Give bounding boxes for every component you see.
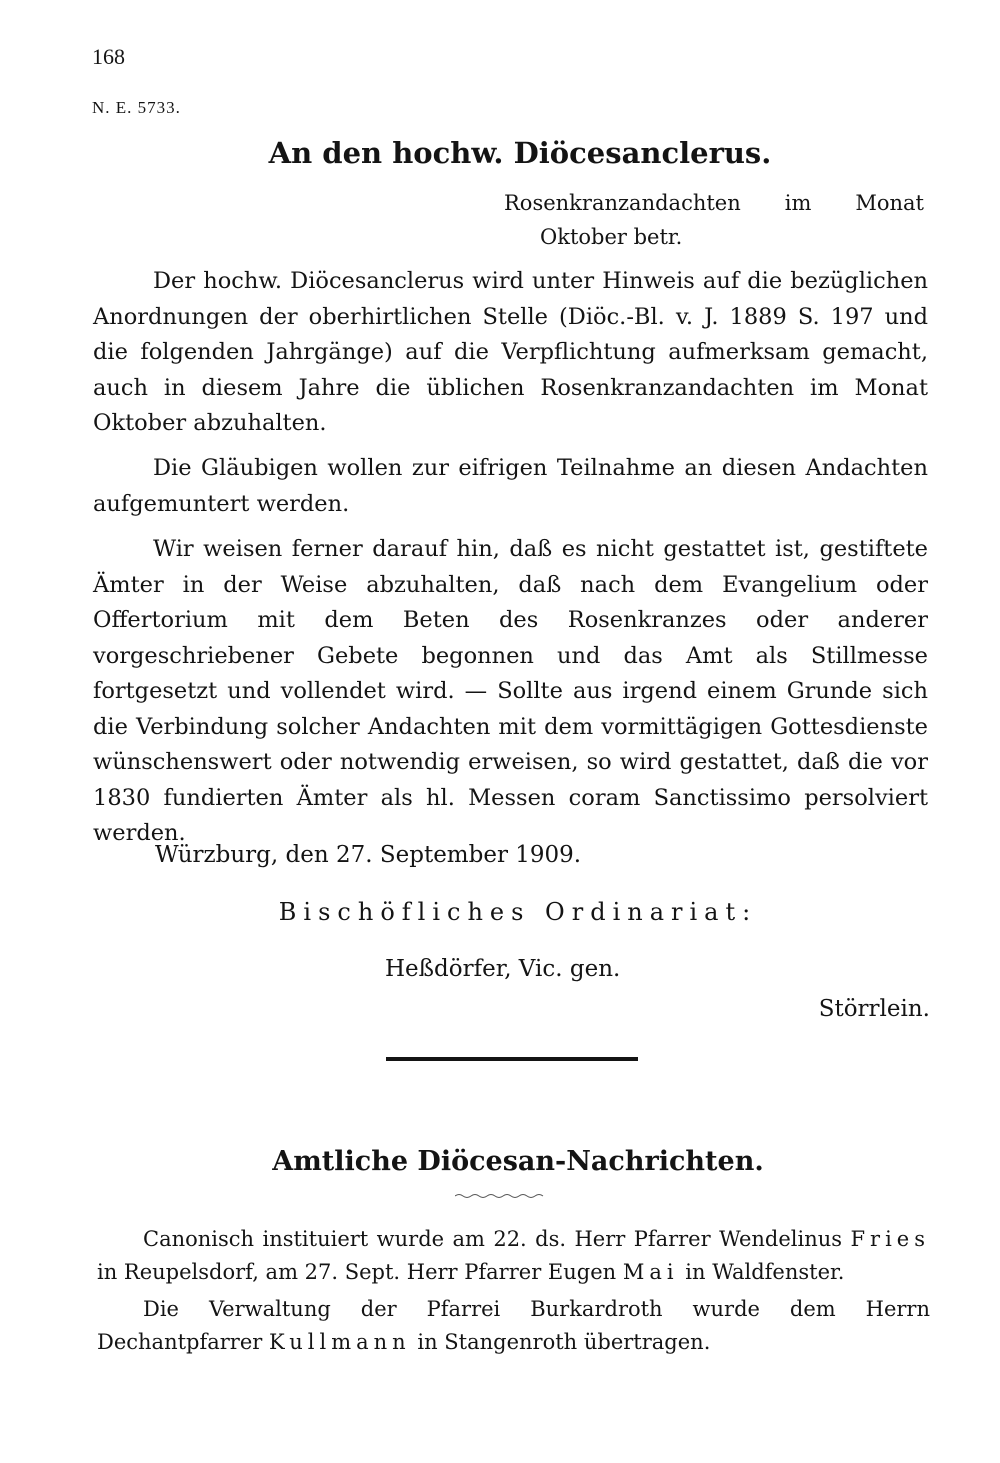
subject-line-2: Oktober betr.	[540, 225, 683, 249]
news-1-name-mai: Mai	[622, 1260, 679, 1284]
signature-vicar-general: Heßdörfer, Vic. gen.	[385, 956, 621, 982]
ornament-flourish	[455, 1193, 545, 1199]
news-1-name-fries: Fries	[850, 1227, 930, 1251]
issuer-line: Bischöfliches Ordinariat:	[278, 898, 758, 926]
section-title-news: Amtliche Diöcesan-Nachrichten.	[272, 1146, 764, 1177]
reference-number: N. E. 5733.	[92, 98, 181, 117]
place-date-line: Würzburg, den 27. September 1909.	[155, 842, 582, 868]
section-title-clergy: An den hochw. Diöcesanclerus.	[268, 136, 772, 170]
news-2-text-a: Die Verwaltung der Pfarrei Burkardroth wurde dem Herrn Dechantpfarrer	[97, 1297, 930, 1354]
news-administration	[97, 1293, 930, 1359]
news-2-name-kullmann: Kullmann	[269, 1330, 411, 1354]
subject-note	[504, 186, 924, 254]
signature-secretary: Störrlein.	[818, 996, 930, 1022]
news-1-text-b: in Reupelsdorf, am 27. Sept. Herr Pfarrer Eugen	[97, 1260, 617, 1284]
subject-line-1: Rosenkranzandachten im Monat	[504, 191, 924, 215]
news-1-text-a: Canonisch instituiert wurde am 22. ds. Herr Pfarrer Wendelinus	[143, 1227, 843, 1251]
paragraph-faithful: Die Gläubigen wollen zur eifrigen Teilnahme an diesen Andachten aufgemuntert werden.	[93, 455, 928, 517]
news-1-text-c: in Waldfenster.	[685, 1260, 845, 1284]
news-2-text-b: in Stangenroth übertragen.	[417, 1330, 711, 1354]
page-number: 168	[92, 44, 125, 69]
paragraph-rosary-devotions: Der hochw. Diöcesanclerus wird unter Hinweis auf die bezüglichen Anordnungen der oberhirtlichen Stelle (Diöc.-Bl. v. J. 1889 S. 197 und die folgenden Jahrgänge) auf die Verpflichtung aufmerksam gemacht, auch in diesem Jahre die üblichen Rosenkranzandachten im Monat Oktober abzuhalten.	[93, 268, 928, 436]
news-institution	[97, 1223, 930, 1289]
paragraph-masses: Wir weisen ferner darauf hin, daß es nicht gestattet ist, gestiftete Ämter in der Weise abzuhalten, daß nach dem Evangelium oder Offertorium mit dem Beten des Rosenkranzes oder anderer vorgeschriebener Gebete begonnen und das Amt als Stillmesse fortgesetzt und vollendet wird. — Sollte aus irgend einem Grunde sich die Verbindung solcher Andachten mit dem vormittägigen Gottesdienste wünschenswert oder notwendig erweisen, so wird gestattet, daß die vor 1830 fundierten Ämter als hl. Messen coram Sanctissimo persolviert werden.	[93, 536, 928, 846]
section-divider-rule	[386, 1057, 638, 1061]
